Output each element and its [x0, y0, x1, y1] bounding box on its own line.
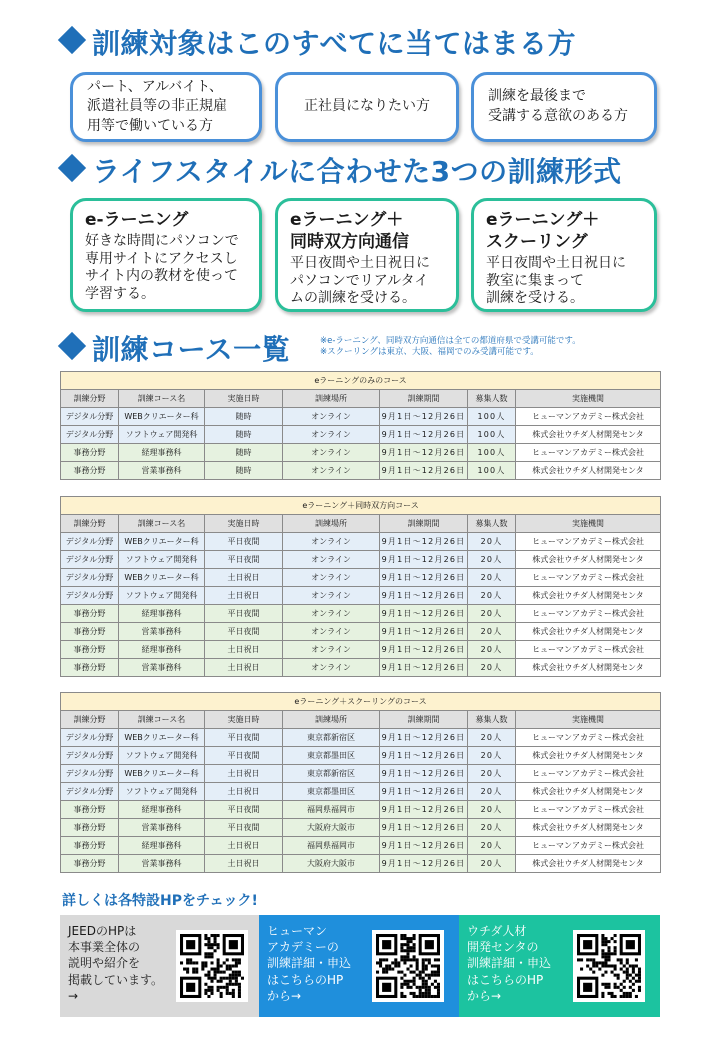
table-caption: eラーニング＋同時双方向コース [61, 497, 661, 515]
table-row: 事務分野 営業事務科 随時 オンライン 9月1日～12月26日 100人 株式会社ウチダ人材開発センタ [61, 462, 661, 480]
section-heading-format: ライフスタイルに合わせた3つの訓練形式 [62, 150, 622, 190]
table-caption: eラーニングのみのコース [61, 372, 661, 390]
course-table-elearning-live [60, 496, 661, 677]
format-box-elearning-schooling: eラーニング＋ スクーリング 平日夜間や土日祝日に 教室に集まって 訓練を受ける。 [471, 198, 657, 312]
jeed-hp-panel[interactable]: JEEDのHPは 本事業全体の 説明や紹介を 掲載しています。 → [60, 915, 259, 1017]
column-header: 訓練分野 [61, 390, 119, 408]
target-box-motivation: 訓練を最後まで 受講する意欲のある方 [471, 72, 657, 142]
column-header: 訓練コース名 [119, 515, 205, 533]
check-websites-heading: 詳しくは各特設HPをチェック! [62, 893, 258, 909]
column-header: 訓練分野 [61, 515, 119, 533]
column-header: 訓練場所 [283, 515, 380, 533]
column-header: 訓練場所 [283, 390, 380, 408]
qr-code-icon[interactable] [573, 930, 645, 1002]
column-header: 募集人数 [468, 515, 516, 533]
format-box-elearning: e-ラーニング 好きな時間にパソコンで 専用サイトにアクセスし サイト内の教材を使って 学習する。 [70, 198, 262, 312]
uchida-panel[interactable]: ウチダ人材 開発センタの 訓練詳細・申込 はこちらのHP から→ [459, 915, 660, 1017]
column-header: 訓練期間 [380, 711, 468, 729]
column-header: 実施日時 [205, 390, 283, 408]
diamond-bullet-icon [58, 332, 86, 360]
target-box-part-time: パート、アルバイト、 派遣社員等の非正規雇 用等で働いている方 [70, 72, 262, 142]
column-header: 実施機関 [516, 515, 661, 533]
table-row: 事務分野 経理事務科 土日祝日 福岡県福岡市 9月1日～12月26日 20人 ヒューマンアカデミー株式会社 [61, 837, 661, 855]
table-row: デジタル分野 WEBクリエーター科 土日祝日 オンライン 9月1日～12月26日 20人 ヒューマンアカデミー株式会社 [61, 569, 661, 587]
diamond-bullet-icon [58, 154, 86, 182]
table-row: デジタル分野 ソフトウェア開発科 平日夜間 オンライン 9月1日～12月26日 20人 株式会社ウチダ人材開発センタ [61, 551, 661, 569]
column-header: 実施日時 [205, 515, 283, 533]
section-heading-target: 訓練対象はこのすべてに当てはまる方 [62, 22, 576, 62]
table-caption: eラーニング＋スクーリングのコース [61, 693, 661, 711]
column-header: 訓練期間 [380, 390, 468, 408]
column-header: 訓練場所 [283, 711, 380, 729]
diamond-bullet-icon [58, 26, 86, 54]
table-row: デジタル分野 WEBクリエーター科 土日祝日 東京都新宿区 9月1日～12月26日 20人 ヒューマンアカデミー株式会社 [61, 765, 661, 783]
column-header: 実施日時 [205, 711, 283, 729]
table-row: デジタル分野 WEBクリエーター科 平日夜間 オンライン 9月1日～12月26日 20人 ヒューマンアカデミー株式会社 [61, 533, 661, 551]
table-row: 事務分野 経理事務科 平日夜間 福岡県福岡市 9月1日～12月26日 20人 ヒューマンアカデミー株式会社 [61, 801, 661, 819]
table-row: 事務分野 経理事務科 随時 オンライン 9月1日～12月26日 100人 ヒューマンアカデミー株式会社 [61, 444, 661, 462]
table-row: デジタル分野 WEBクリエーター科 平日夜間 東京都新宿区 9月1日～12月26日 20人 ヒューマンアカデミー株式会社 [61, 729, 661, 747]
human-academy-panel[interactable]: ヒューマン アカデミーの 訓練詳細・申込 はこちらのHP から→ [259, 915, 459, 1017]
course-table-elearning-schooling [60, 692, 661, 873]
qr-code-icon[interactable] [372, 930, 444, 1002]
section-heading-courses: 訓練コース一覧 [62, 328, 290, 368]
column-header: 訓練期間 [380, 515, 468, 533]
column-header: 募集人数 [468, 711, 516, 729]
column-header: 訓練コース名 [119, 390, 205, 408]
table-row: 事務分野 営業事務科 平日夜間 オンライン 9月1日～12月26日 20人 株式会社ウチダ人材開発センタ [61, 623, 661, 641]
column-header: 実施機関 [516, 390, 661, 408]
table-row: 事務分野 営業事務科 平日夜間 大阪府大阪市 9月1日～12月26日 20人 株式会社ウチダ人材開発センタ [61, 819, 661, 837]
table-row: 事務分野 経理事務科 土日祝日 オンライン 9月1日～12月26日 20人 ヒューマンアカデミー株式会社 [61, 641, 661, 659]
column-header: 訓練分野 [61, 711, 119, 729]
course-notes: ※e-ラーニング、同時双方向通信は全ての都道府県で受講可能です。 ※スクーリングは東京、大阪、福岡でのみ受講可能です。 [320, 336, 581, 358]
column-header: 募集人数 [468, 390, 516, 408]
table-row: 事務分野 経理事務科 平日夜間 オンライン 9月1日～12月26日 20人 ヒューマンアカデミー株式会社 [61, 605, 661, 623]
target-box-regular-employee: 正社員になりたい方 [275, 72, 459, 142]
table-row: デジタル分野 WEBクリエーター科 随時 オンライン 9月1日～12月26日 100人 ヒューマンアカデミー株式会社 [61, 408, 661, 426]
format-box-elearning-live: eラーニング＋ 同時双方向通信 平日夜間や土日祝日に パソコンでリアルタイ ムの訓練を受ける。 [275, 198, 459, 312]
table-row: デジタル分野 ソフトウェア開発科 平日夜間 東京都墨田区 9月1日～12月26日 20人 株式会社ウチダ人材開発センタ [61, 747, 661, 765]
table-row: デジタル分野 ソフトウェア開発科 随時 オンライン 9月1日～12月26日 100人 株式会社ウチダ人材開発センタ [61, 426, 661, 444]
table-row: 事務分野 営業事務科 土日祝日 オンライン 9月1日～12月26日 20人 株式会社ウチダ人材開発センタ [61, 659, 661, 677]
table-row: デジタル分野 ソフトウェア開発科 土日祝日 東京都墨田区 9月1日～12月26日 20人 株式会社ウチダ人材開発センタ [61, 783, 661, 801]
column-header: 訓練コース名 [119, 711, 205, 729]
table-row: デジタル分野 ソフトウェア開発科 土日祝日 オンライン 9月1日～12月26日 20人 株式会社ウチダ人材開発センタ [61, 587, 661, 605]
qr-code-icon[interactable] [176, 930, 248, 1002]
course-table-elearning [60, 371, 661, 480]
column-header: 実施機関 [516, 711, 661, 729]
table-row: 事務分野 営業事務科 土日祝日 大阪府大阪市 9月1日～12月26日 20人 株式会社ウチダ人材開発センタ [61, 855, 661, 873]
